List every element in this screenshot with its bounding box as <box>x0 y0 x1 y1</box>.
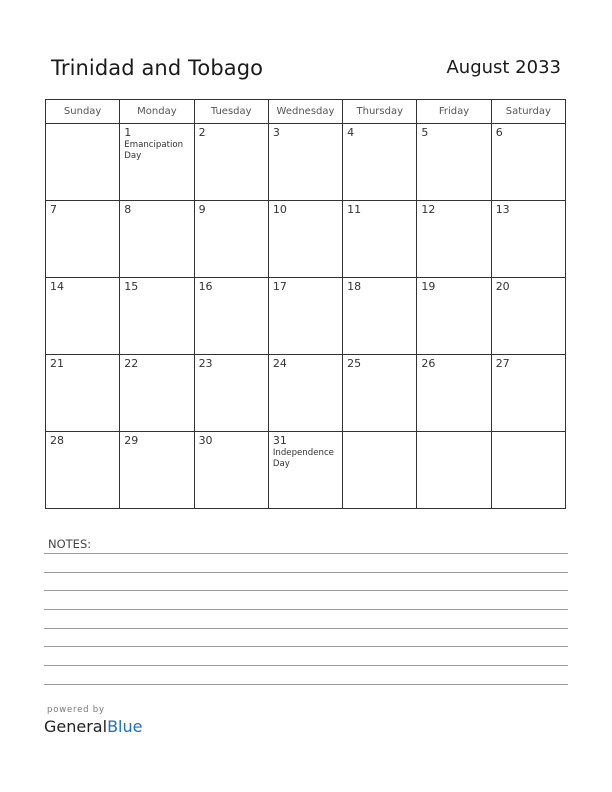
notes-label: NOTES: <box>48 537 92 551</box>
day-cell <box>343 278 417 355</box>
day-number: 22 <box>124 357 139 370</box>
day-cell <box>46 355 120 432</box>
week-row <box>46 201 566 278</box>
note-line <box>44 590 568 591</box>
day-cell <box>417 432 491 509</box>
day-number: 1 <box>124 126 132 139</box>
week-row <box>46 432 566 509</box>
day-number: 20 <box>495 280 510 293</box>
brand-logo <box>44 717 142 736</box>
day-cell <box>120 432 194 509</box>
weekday-monday: Monday <box>120 100 194 124</box>
day-cell <box>417 355 491 432</box>
day-number: 4 <box>347 126 355 139</box>
day-number: 16 <box>198 280 213 293</box>
day-cell <box>491 278 565 355</box>
day-cell <box>268 278 342 355</box>
weekday-friday: Friday <box>417 100 491 124</box>
week-row <box>46 278 566 355</box>
day-number: 15 <box>124 280 139 293</box>
day-cell <box>491 124 565 201</box>
day-cell <box>491 432 565 509</box>
day-cell <box>268 201 342 278</box>
day-number: 27 <box>495 357 510 370</box>
day-cell <box>343 124 417 201</box>
note-line <box>44 646 568 647</box>
day-cell <box>194 432 268 509</box>
day-cell <box>268 355 342 432</box>
day-cell <box>268 124 342 201</box>
day-number: 10 <box>272 203 287 216</box>
note-line <box>44 628 568 629</box>
day-number: 29 <box>124 434 139 447</box>
day-cell <box>491 201 565 278</box>
calendar-grid <box>45 99 566 509</box>
month-year-title: August 2033 <box>446 57 561 78</box>
day-number: 11 <box>347 203 362 216</box>
holiday-label: Independence Day <box>272 448 334 469</box>
day-number: 24 <box>272 357 287 370</box>
day-number: 26 <box>421 357 436 370</box>
day-number: 8 <box>124 203 132 216</box>
weekday-saturday: Saturday <box>491 100 565 124</box>
week-row <box>46 355 566 432</box>
weekday-header-row <box>46 100 566 124</box>
day-cell <box>343 201 417 278</box>
day-number: 23 <box>198 357 213 370</box>
day-cell <box>46 201 120 278</box>
day-number: 28 <box>50 434 64 447</box>
weekday-thursday: Thursday <box>343 100 417 124</box>
day-cell <box>194 124 268 201</box>
day-number: 6 <box>495 126 503 139</box>
day-cell <box>417 124 491 201</box>
day-cell <box>46 124 120 201</box>
day-cell <box>194 355 268 432</box>
day-number: 13 <box>495 203 510 216</box>
day-number: 7 <box>50 203 57 216</box>
day-cell <box>417 201 491 278</box>
note-line <box>44 665 568 666</box>
day-number: 25 <box>347 357 362 370</box>
note-line <box>44 684 568 685</box>
holiday-label: Emancipation Day <box>124 140 184 161</box>
week-row <box>46 124 566 201</box>
brand-name-general: General <box>44 717 108 736</box>
day-cell <box>343 432 417 509</box>
powered-by-text: powered by <box>47 705 105 715</box>
day-cell <box>491 355 565 432</box>
day-number: 12 <box>421 203 436 216</box>
day-number: 3 <box>272 126 280 139</box>
note-line <box>44 609 568 610</box>
weekday-tuesday: Tuesday <box>194 100 268 124</box>
weekday-sunday: Sunday <box>46 100 120 124</box>
day-number: 5 <box>421 126 429 139</box>
note-line <box>44 572 568 573</box>
day-cell <box>343 355 417 432</box>
day-cell <box>268 432 342 509</box>
day-cell <box>120 355 194 432</box>
day-number: 31 <box>272 434 287 447</box>
day-number: 18 <box>347 280 362 293</box>
day-number: 19 <box>421 280 436 293</box>
day-cell <box>46 432 120 509</box>
day-cell <box>46 278 120 355</box>
day-number: 21 <box>50 357 64 370</box>
day-number: 9 <box>198 203 206 216</box>
day-number: 30 <box>198 434 213 447</box>
note-line <box>44 553 568 554</box>
day-number: 17 <box>272 280 287 293</box>
day-cell <box>417 278 491 355</box>
day-cell <box>194 201 268 278</box>
day-number: 14 <box>50 280 64 293</box>
weekday-wednesday: Wednesday <box>268 100 342 124</box>
country-title: Trinidad and Tobago <box>51 56 264 80</box>
day-number: 2 <box>198 126 206 139</box>
brand-name-blue: Blue <box>107 717 143 736</box>
day-cell <box>120 278 194 355</box>
day-cell <box>194 278 268 355</box>
day-cell <box>120 124 194 201</box>
day-cell <box>120 201 194 278</box>
